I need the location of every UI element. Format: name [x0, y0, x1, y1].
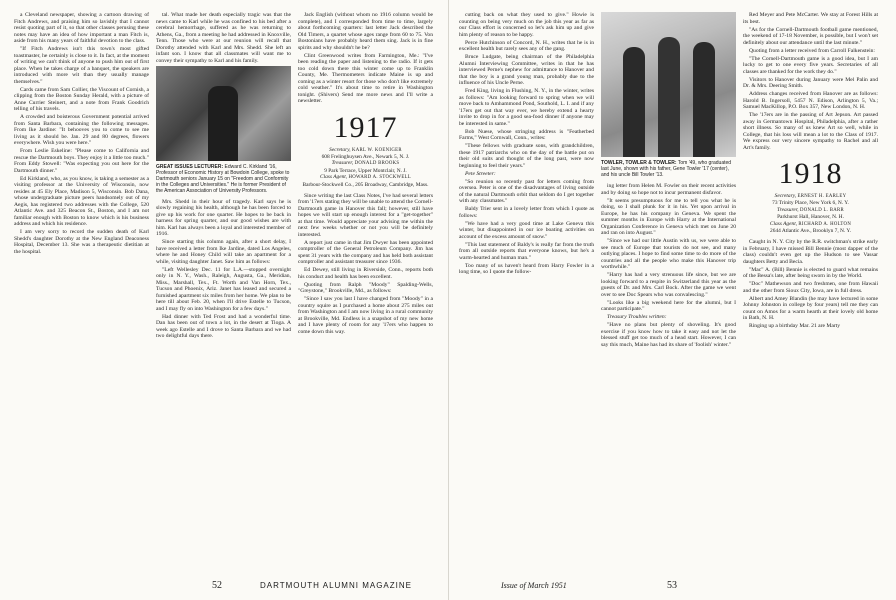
figure-center — [658, 37, 680, 157]
right-column-2 — [601, 12, 736, 572]
paragraph: Address changes received from Hanover are as follows: Harold B. Ingersoll, 5457 N. Edison, Arlington 5, Va.; Samuel MacKillop, P.O. Box 357, New London, N. H. — [743, 91, 878, 110]
left-page-number: 52 — [212, 580, 222, 591]
paragraph: Since writing the last Class Notes, I've had several letters from '17ers stating they will be unable to attend the Cornell-Dartmouth game in Hanover this fall; however, still have hopes we will start up enough interest for a "get-together" at that time. Would appreciate your advising me within the next few weeks whether or not you will be definitely interested. — [298, 192, 433, 238]
paragraph: Too many of us haven't heard from Harry Fowler in a long time, so I quote the follow- — [459, 262, 594, 275]
officer-address: Parkhurst Hall, Hanover, N. H. — [777, 214, 844, 221]
photo-caption — [156, 164, 291, 194]
paragraph: Mrs. Shedd in their hour of tragedy. Karl says he is slowly regaining his health, although he has been forced to give up his work for one quarter. He hopes to be back in harness for spring quarter, and our good wishes are with him. Karl has always been a loyal and interested member of 1916. — [156, 198, 291, 237]
paragraph: Since starting this column again, after a short delay, I have received a letter from Ike Jardine, dated Los Angeles, where he and Honey Child will take an apartment for a while, visiting daughter Janet. Saw him as follows: — [156, 239, 291, 265]
left-column-3 — [298, 12, 433, 572]
paragraph: Caught in N. Y. City by the R.R. switchman's strike early in February, I have missed Bill Bennie (most dapper of the class) couldn't even get up the Hudson to see Vassar daughters Betty and Becia. — [743, 239, 878, 265]
lecturer-photo — [156, 66, 291, 161]
officer-entry: Class Agent, RICHARD A. HOLTON — [769, 220, 852, 227]
paragraph: Cards came from Sam Collier, the Viscount of Cornish, a clipping from the Boston Sunday Herald, with a picture of Anne Currier Steinert, and a note from Frank Goodrich telling of his travels. — [14, 86, 149, 112]
right-column-3 — [743, 12, 878, 572]
paragraph: Bob Nuese, whose stringing address is "Featherbed Farms," West Cornwall, Conn., writes: — [459, 128, 594, 141]
paragraph: "Harry has had a very strenuous life since, but we are looking forward to a respite in Switzerland this year as the guests of Dr. and Mrs. Carl Bock. After the game we went over to see Doc Spears who was convalescing." — [601, 272, 736, 298]
paragraph: "Looks like a big weekend here for the alumni, but I cannot participate." — [601, 299, 736, 312]
officer-entry: Treasurer, DONALD BROOKS — [331, 160, 400, 167]
officer-address: Barbour-Stockwell Co., 205 Broadway, Cambridge, Mass. — [302, 181, 429, 188]
right-column-1 — [459, 12, 594, 572]
paragraph: cutting back on what they used to give." Howie is counting on being very much on the job this year as far as our Class effort is concerned so let's ask him up and give him plenty of reason to be happy. — [459, 12, 594, 38]
officer-entry: Treasurer, DONALD L. BARR — [776, 206, 845, 213]
paragraph: "This last statement of Baldy's is really far from the truth from all outside reports that everyone knows, but he's a warm-hearted and human man." — [459, 241, 594, 261]
paragraph: "Mac" A. (Bill) Bennie is elected to guard what remains of the Bessa's late, after being sworn in by the World. — [743, 266, 878, 280]
paragraph: Ed Kirkland, who, as you know, is taking a semester as a visiting professor at the University of Wisconsin, now resides at 45 Ely Place, Madison 5, Wisconsin. Bob Dana, whose undergraduate picture peers handsomely out of my Aegis, has registered two addresses with the College, 520 Atlantic Ave. and 325 Beacon St., Boston, and I am not familiar enough with Boston to know which is his business address and which his residence. — [14, 175, 149, 227]
officer-address: 608 Frelinghuysen Ave., Newark 5, N. J. — [321, 153, 410, 160]
paragraph: "We have had a very good time at Lake Geneva this winter, but disappointed in our ice boating activities on account of the excess amount of snow." — [459, 220, 594, 240]
officer-entry: Secretary, KARL W. KOENIGER — [329, 146, 402, 153]
paragraph: "Since we had our little Austin with us, we were able to see much of Europe that tourists do not see, and many outlying places. I hope to find some time to do more of the countries and all the people who make this Hanover trip worthwhile." — [601, 238, 736, 270]
paragraph: Ringing up a birthday Mar. 21 are Marty — [749, 323, 841, 330]
paragraph: Albert and Amey Blandin (he may have lectured in some Johnny Johnston in college by four years) tell me they can count on Amos for a warm hearth at their lovely old home in Bath, N. H. — [743, 295, 878, 322]
paragraph: A report just came in that Jim Dwyer has been appointed comptroller of the General Petroleum Company. Jim has spent 31 years with the company and has held both assistant comptroller and assistant treasurer since 1936. — [298, 239, 433, 266]
class-officers — [298, 147, 433, 188]
paragraph: Bruce Ludgate, being chairman of the Philadelphia Alumni Interviewing Committee, writes in that he has interviewed Perne's nephew for admittance to Hanover and that the boy is a grand young man, probably due to the influence of his Uncle Perne. — [459, 54, 594, 86]
subheading: Pete Streeter: — [465, 170, 496, 177]
officer-address: 9 Park Terrace, Upper Montclair, N. J. — [324, 167, 407, 174]
paragraph: "As for the Cornell-Dartmouth football game mentioned, the weekend of 17-18 November, is possible, but I won't set definitely about our attendance until the last minute." — [743, 26, 878, 46]
officer-address: 73 Trinity Place, New York 6, N. Y. — [772, 200, 849, 207]
towler-family-photo — [601, 12, 736, 157]
paragraph: "Have no plans but plenty of shoveling. It's good exercise if you know how to take it easy and not let the blessed stuff get too much of a head start. However, I can say this much, Maine has had its share of 'foolish' winter." — [601, 322, 736, 348]
paragraph: "These fellows with graduate sons, with grandchildren, these 1917 patriarchs who on the day of the battle put on their old suits and thought of the long past, were now beginning to feel their years." — [459, 143, 594, 169]
left-column-2 — [156, 12, 291, 572]
officer-entry: Class Agent, HOWARD A. STOCKWELL — [319, 174, 412, 181]
subheading: Treasury Troubles written: — [607, 314, 667, 320]
paragraph: From Leslie Eskeline: "Please come to California and rescue the Dartmouth boys. They enjoy it a little too much." From Eddy Stowell: "Was expecting you out here for the Dartmouth dinner." — [14, 148, 149, 174]
paragraph: Red Meyer and Pete McCarter. We stay at Forest Hills at its best. — [743, 12, 878, 25]
right-page — [448, 0, 896, 600]
paragraph: "The Cornell-Dartmouth game is a good idea, but I am lucky to get to one every five years. Secretaries of all classes are thanked for the work they do." — [743, 55, 878, 75]
paragraph: "It seems presumptuous for me to tell you what he is doing, so I shall plunk for it in his. Yet upon arrival in Europe, he has his company in Geneva. We spent the summer months in Europe with Harry at the International Organization Conference in Geneva which met on June 20 and ran on into August." — [601, 197, 736, 236]
paragraph: "So reunion so recently past for letters coming from oversea. Peter is one of the disadvantages of living outside of the natural Dartmouth orbit that seldom do I get together with any classmates." — [459, 178, 594, 204]
class-officers — [743, 193, 878, 234]
paragraph: Baldy Trier sent in a lovely letter from which I quote as follows: — [459, 206, 594, 219]
class-year-heading: 1918 — [778, 157, 843, 190]
paragraph: "Since I saw you last I have changed from "Moody" in a country squire as I purchased a home about 275 miles out from Washington and I am now living in a rural community at Brookville, Md. Endless is a snapshot of my new home and I have plenty of room for any '17ers who happen to come down this way. — [298, 296, 433, 335]
caption-title: GREAT ISSUES LECTURER: — [156, 163, 224, 170]
paragraph: Perce Hutchinson of Concord, N. H., writes that he is in excellent health but rarely sees any of the gang. — [459, 39, 594, 52]
paragraph: Had dinner with Ted Frost and had a wonderful time. Dan has been out of town a lot, in the desert at Tioga. A week ago Estelle and I drove to Santa Barbara and we had two delightful days there. — [156, 313, 291, 339]
caption-title: TOWLER, TOWLER & TOWLER: — [601, 160, 677, 166]
paragraph: Ed Dewey, still living in Riverside, Conn., reports both his conduct and health has been excellent. — [298, 267, 433, 280]
right-page-number: 53 — [667, 580, 677, 591]
officer-address: 2644 Atlantic Ave., Brooklyn 7, N. Y. — [770, 228, 851, 235]
paragraph: Quoting from Ralph "Moody" Spalding-Wells, "Greystone," Brookville, Md., as follows: — [298, 281, 433, 295]
figure-right — [693, 42, 715, 157]
left-column-1 — [14, 12, 149, 572]
issue-label: Issue of March 1951 — [501, 581, 567, 590]
caption-text: Tom '49, who graduated last June, shown with his father, Gene Towler '17 (center), and his uncle Bill Towler '13. — [601, 160, 732, 178]
paragraph: Quoting from a letter received from Carroll Falkenstein: — [749, 47, 875, 54]
paragraph: Clint Greenwood writes from Farmington, Me.: "I've been reading the paper and listening to the radio. If it gets too cold down there this winter come up to Franklin County, Me. Thermometers indicate Maine is up and coming as a winter resort for those who don't like extremely cold weather." It's about time to retire in Washington tonight. (Shivers) Send me more news and I'll write a newsletter. — [298, 52, 433, 104]
figure-left — [623, 47, 645, 157]
paragraph: A crowded and boisterous Government potential arrived from Santa Barbara, containing the following messages. From Ike Jardine: "It behooves you to come to see me living as it should be. Jan. 29 and 80 degrees, flowers everywhere. Wish you were here." — [14, 114, 149, 146]
paragraph: "Left Wellesley Dec. 11 for L.A.—stopped overnight only in N. Y., Wash., Raleigh, Augusta, Ga., Meridian, Miss., Marshall, Tex., Ft. Worth and Van Horn, Tex., Tucson and Phoenix, Ariz. Janet has leased and secured a furnished apartment six miles from her home. We plan to be here till about Feb. 20, when I'll drive Estelle to Tucson, and I may fly on into Washington for a few days." — [156, 266, 291, 312]
paragraph: Fred King, living in Flushing, N. Y., in the winter, writes as follows: "Am looking forward to spring when we will move back to Amhammond Pond, Southold, L. I. and if any '17ers get out that way ever, we hereby extend a hearty invite to drop in for a good sea-food dinner if anyone may be interested in same." — [459, 88, 594, 127]
paragraph: "If Fitch Andrews isn't this town's most gifted toastmaster, he certainly is close to it. In fact, at the moment of writing we can't think of anyone to push him out of first place. When he takes charge of a banquet, the speakers are introduced with more wit than they usually manage themselves." — [14, 46, 149, 85]
paragraph: ing letter from Helen M. Fowler on their recent activities and by doing so hope not to incur permanent disfavor. — [601, 183, 736, 196]
lecturer-figure — [208, 86, 238, 161]
caption-text: Edward C. Kirkland '16, Professor of Economic History at Bowdoin College, spoke to Dartmouth seniors January 15 on "Freedom and Conformity in the Colleges and Universities." He is former President of the American Association of University Professors. — [156, 163, 290, 194]
paragraph: Jack English (without whom no 1916 column would be complete), and I corresponded from time to time, largely about forthcoming quarters: last letter Jack described the Old Timers, a quartet whose ages range from 60 to 75. Von Bostonians have probably heard them sing. Jack is in fine spirits and why shouldn't he be? — [298, 12, 433, 51]
paragraph: "Doc" Mathewson and two freshmen, one from Hawaii and the other from Sioux City, Iowa, are in full dress. — [743, 281, 878, 294]
paragraph: I am very sorry to record the sudden death of Karl Shedd's daughter Dorothy at the New England Deaconess Hospital, December 13. She was a therapeutic dietitian at the hospital. — [14, 229, 149, 255]
paragraph: Visitors to Hanover during January were Mel Palin and Dr. & Mrs. Deering Smith. — [743, 76, 878, 89]
magazine-title: DARTMOUTH ALUMNI MAGAZINE — [260, 581, 412, 590]
officer-entry: Secretary, ERNEST H. EARLEY — [774, 193, 847, 199]
paragraph: The '17ers are in the passing of Art Jepson. Art passed away in Germantown Hospital, Philadelphia, after a rather short illness. So many of us knew Art so well, while in College, that his loss will mean a lot to the Class of 1917. We express our very sincere sympathy to Rachel and all Art's family. — [743, 112, 878, 151]
paragraph: tal. What made her death especially tragic was that the news came to Karl while he was confined to his bed after a cerebral hemorrhage, suffered as he was returning to Athens, Ga., from a meeting he had addressed in Knoxville, Tenn. Those who were at our reunion will recall that Dorothy attended with Karl and Mrs. Shedd. She left an infant son. I know that all classmates will want me to convey their sympathy to Karl and his family. — [156, 12, 291, 64]
class-year-heading: 1917 — [333, 110, 398, 144]
photo-caption — [601, 160, 736, 178]
paragraph: a Cleveland newspaper, showing a cartoon drawing of Fitch Andrews, and praising him so lavishly that I cannot resist quoting part of it, so that other classes perusing these notes may have an idea of how important a man Fitch is, aside from his many years of faithful devotion to the class. — [14, 12, 149, 44]
